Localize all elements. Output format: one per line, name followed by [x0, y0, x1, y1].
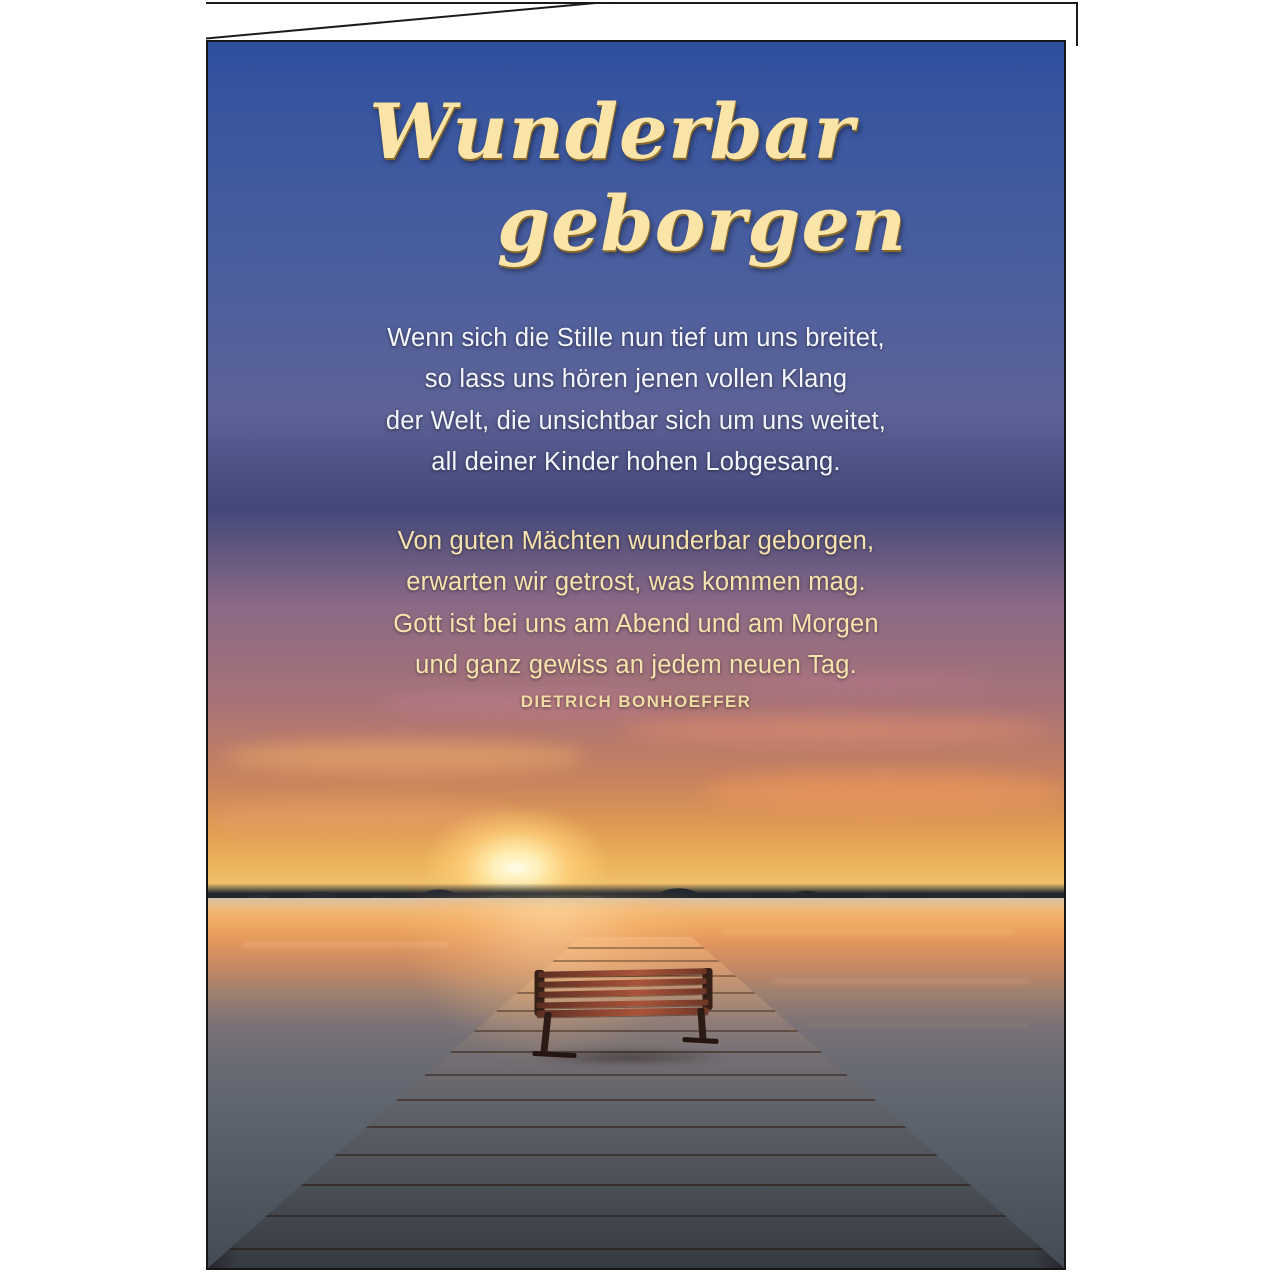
cloud-streak — [704, 771, 1064, 813]
verse-line: Wenn sich die Stille nun tief um uns breitet, — [387, 324, 885, 352]
water-streak — [722, 931, 1013, 934]
quote-attribution: DIETRICH BONHOEFFER — [520, 692, 752, 712]
card-title-line-2: geborgen — [496, 179, 908, 268]
verse-stanza-1 — [248, 318, 1024, 483]
verse-line: Von guten Mächten wunderbar geborgen, — [397, 527, 875, 556]
treeline-silhouette — [208, 859, 1064, 903]
verse-line: all deiner Kinder hohen Lobgesang. — [431, 447, 841, 476]
card-text-block — [208, 87, 1064, 712]
verse-line: so lass uns hören jenen vollen Klang — [424, 365, 848, 394]
verse-line: erwarten wir getrost, was kommen mag. — [406, 568, 866, 597]
cloud-streak — [225, 741, 585, 773]
greeting-card-front — [206, 40, 1066, 1270]
card-title-line-1: Wunderbar — [369, 87, 855, 176]
verse-line: Gott ist bei uns am Abend und am Morgen — [393, 609, 879, 638]
card-title — [248, 87, 1024, 268]
park-bench — [531, 968, 716, 1050]
verse-line: und ganz gewiss an jedem neuen Tag. — [415, 651, 857, 680]
verse-line: der Welt, die unsichtbar sich um uns weitet, — [385, 406, 887, 435]
water-streak — [807, 1023, 1030, 1026]
water-streak — [242, 943, 447, 946]
water-streak — [773, 980, 1030, 983]
verse-stanza-2 — [248, 521, 1024, 686]
